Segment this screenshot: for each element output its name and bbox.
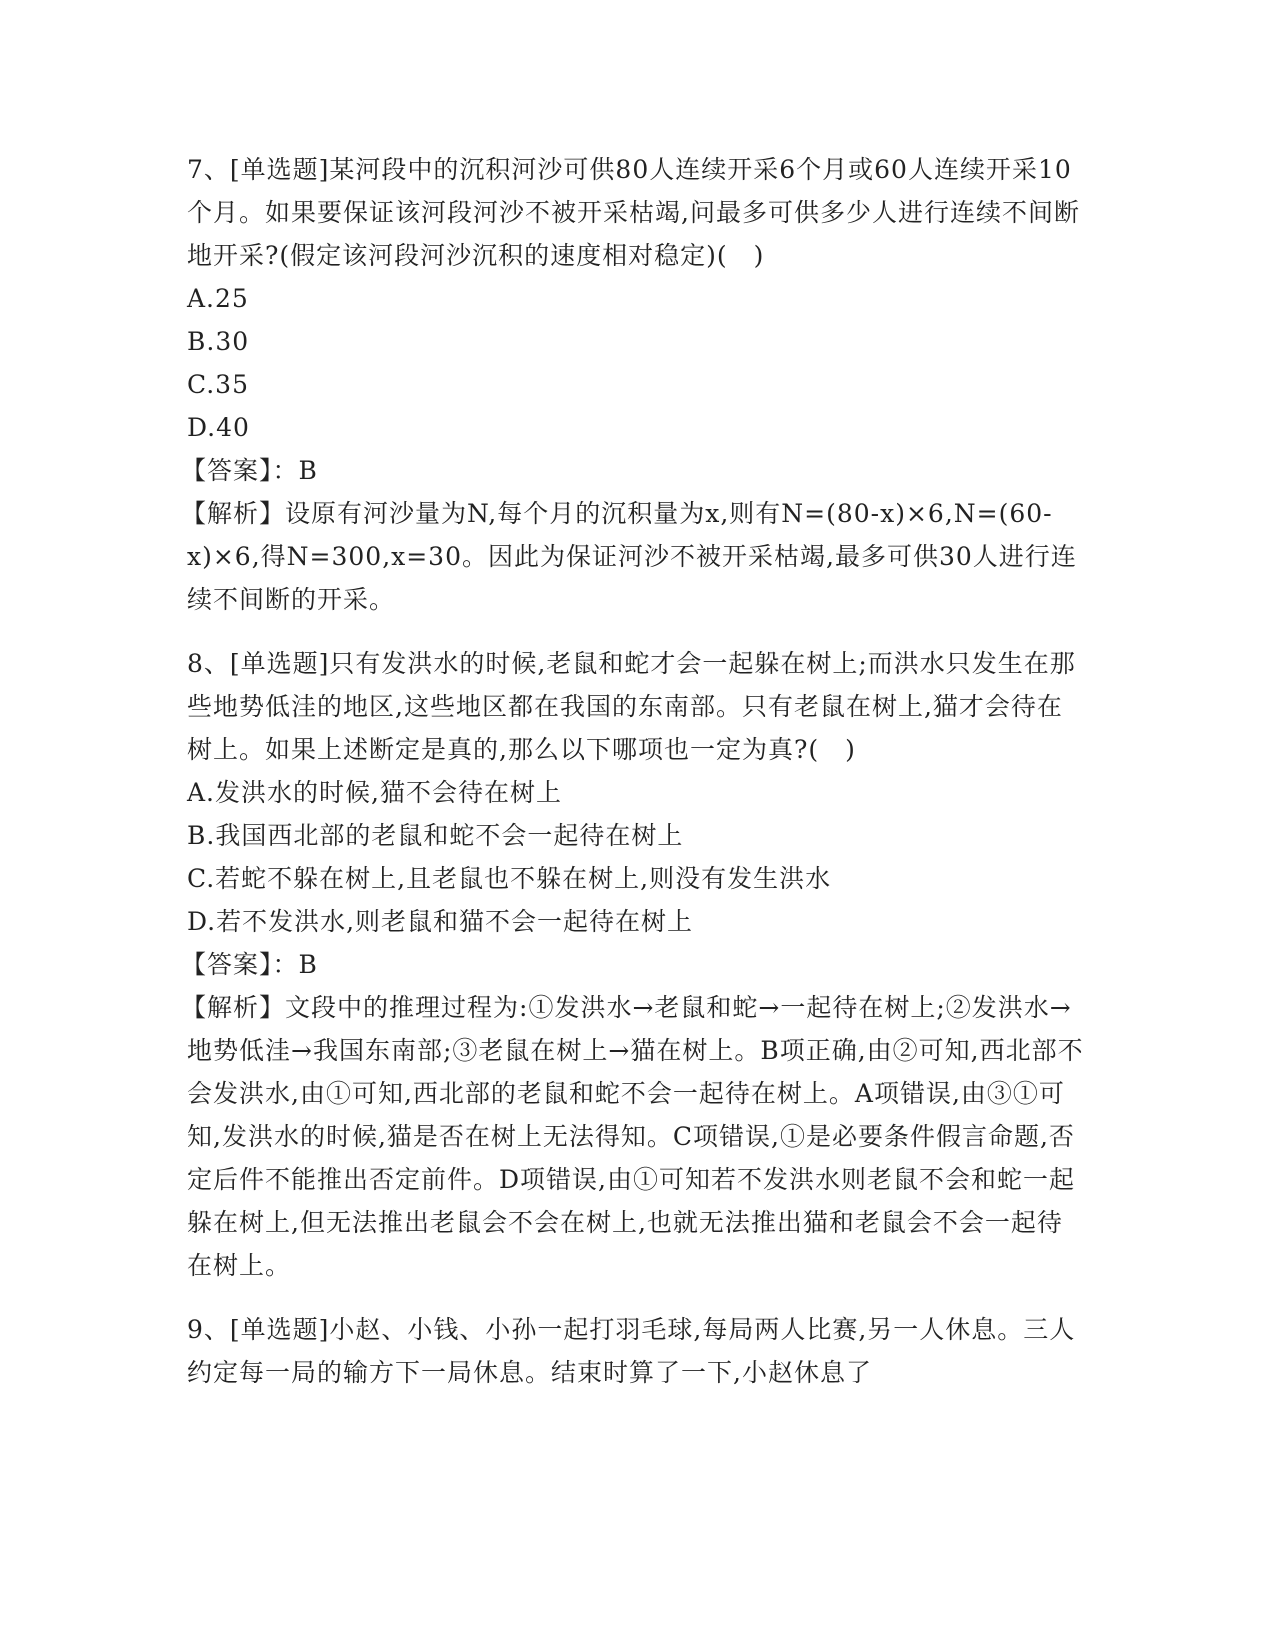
option-c: C.若蛇不躲在树上,且老鼠也不躲在树上,则没有发生洪水 [187, 864, 832, 893]
question-stem: 7、[单选题]某河段中的沉积河沙可供80人连续开采6个月或60人连续开采10个月。如果要保证该河段河沙不被开采枯竭,问最多可供多少人进行连续不间断地开采?(假定该河段河沙沉积的速度相对稳定)( ) [187, 155, 1080, 270]
option-d: D.40 [187, 413, 250, 442]
explanation-text: 设原有河沙量为N,每个月的沉积量为x,则有N=(80-x)×6,N=(60-x)×6,得N=300,x=30。因此为保证河沙不被开采枯竭,最多可供30人进行连续不间断的开采。 [187, 499, 1077, 614]
option-b: B.我国西北部的老鼠和蛇不会一起待在树上 [187, 821, 684, 850]
question-8 [181, 642, 1087, 1287]
answer-label: 【答案】： [181, 456, 299, 485]
explanation-text: 文段中的推理过程为:①发洪水→老鼠和蛇→一起待在树上;②发洪水→地势低洼→我国东南部;③老鼠在树上→猫在树上。B项正确,由②可知,西北部不会发洪水,由①可知,西北部的老鼠和蛇不会一起待在树上。A项错误,由③①可知,发洪水的时候,猫是否在树上无法得知。C项错误,①是必要条件假言命题,否定后件不能推出否定前件。D项错误,由①可知若不发洪水则老鼠不会和蛇一起躲在树上,但无法推出老鼠会不会在树上,也就无法推出猫和老鼠会不会一起待在树上。 [187, 993, 1084, 1280]
option-c: C.35 [187, 370, 249, 399]
option-d: D.若不发洪水,则老鼠和猫不会一起待在树上 [187, 907, 694, 936]
option-a: A.25 [187, 284, 249, 313]
question-spacer [187, 621, 1087, 642]
answer-line [181, 449, 1087, 492]
answer-value: B [298, 950, 318, 979]
answer-line [181, 943, 1087, 986]
question-9 [187, 1308, 1087, 1394]
question-7 [181, 148, 1087, 621]
explanation-label: 【解析】 [181, 499, 286, 528]
option-a: A.发洪水的时候,猫不会待在树上 [187, 778, 562, 807]
explanation [181, 986, 1087, 1287]
option-b: B.30 [187, 327, 250, 356]
question-stem: 8、[单选题]只有发洪水的时候,老鼠和蛇才会一起躲在树上;而洪水只发生在那些地势低洼的地区,这些地区都在我国的东南部。只有老鼠在树上,猫才会待在树上。如果上述断定是真的,那么以下哪项也一定为真?( ) [187, 649, 1076, 764]
answer-value: B [298, 456, 318, 485]
question-stem: 9、[单选题]小赵、小钱、小孙一起打羽毛球,每局两人比赛,另一人休息。三人约定每一局的输方下一局休息。结束时算了一下,小赵休息了 [187, 1315, 1076, 1387]
question-list [181, 148, 1087, 1394]
question-spacer [187, 1287, 1087, 1308]
explanation-label: 【解析】 [181, 993, 286, 1022]
explanation [181, 492, 1087, 621]
answer-label: 【答案】： [181, 950, 299, 979]
